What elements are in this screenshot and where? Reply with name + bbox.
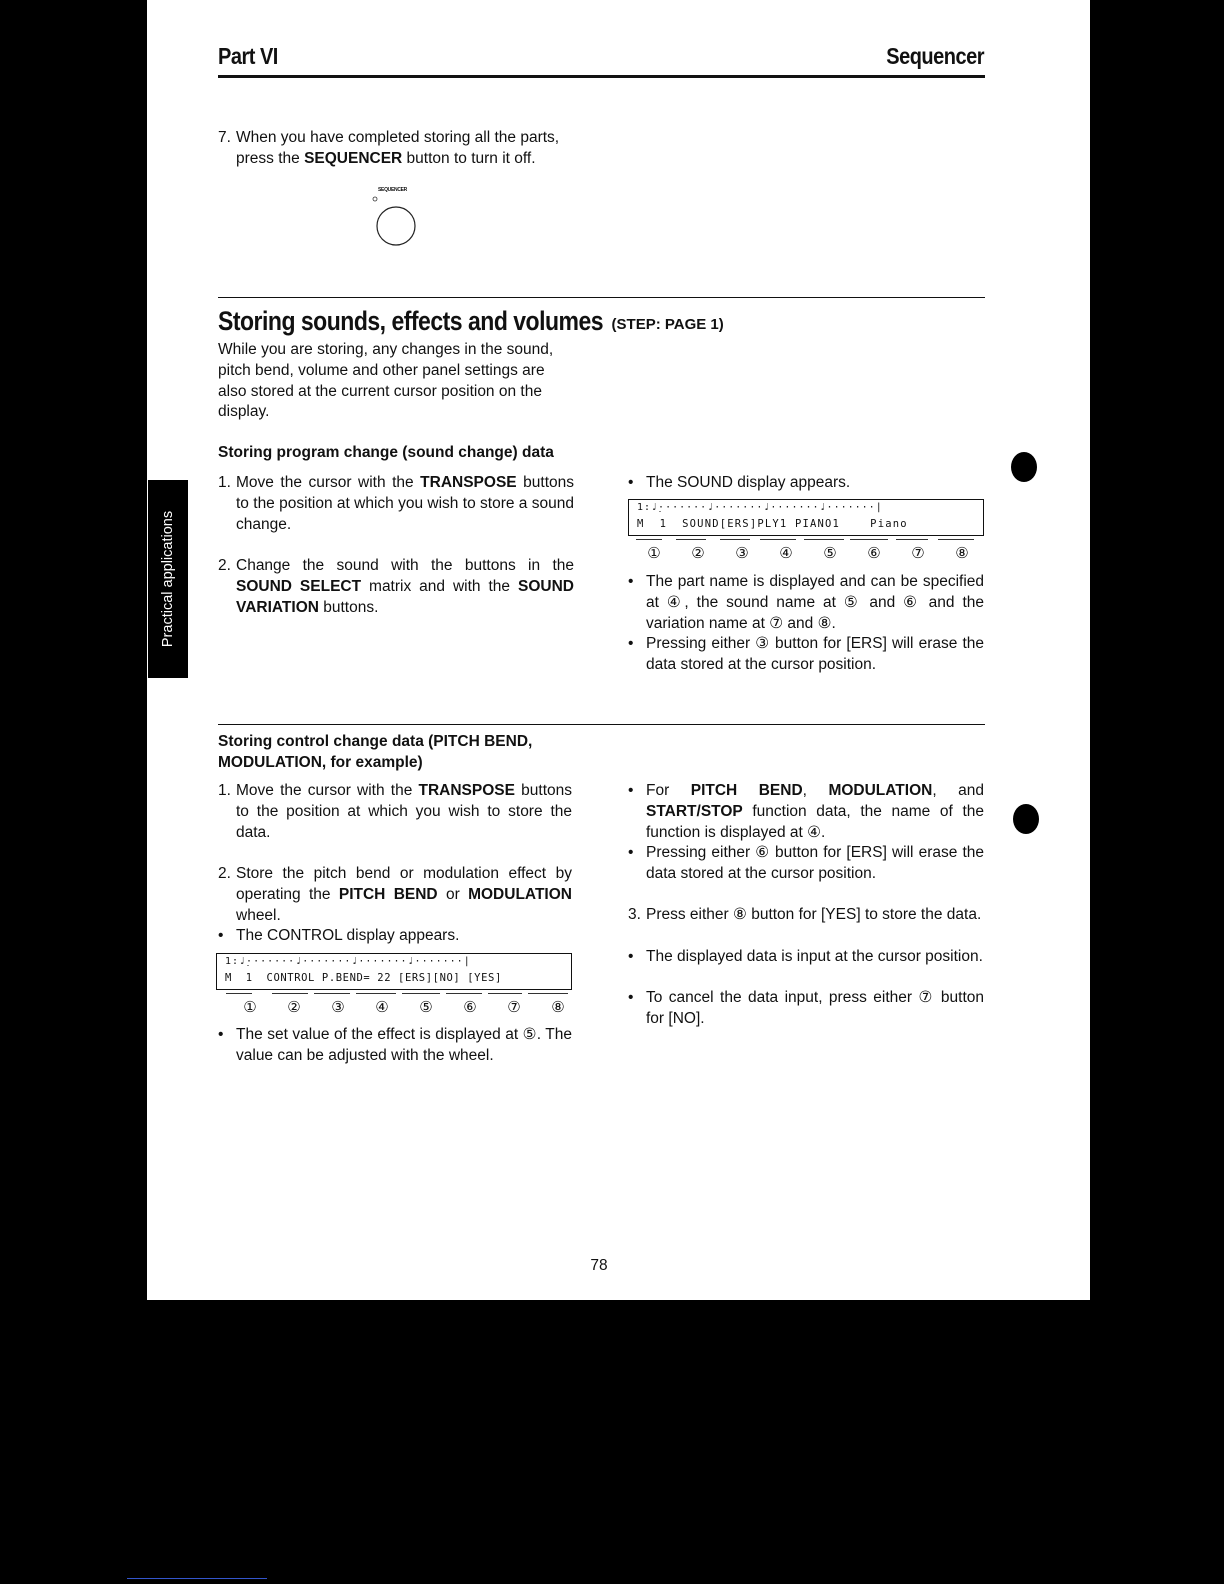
control-right-bullet-3: • The displayed data is input at the cursor position. xyxy=(628,948,983,965)
marker-5: ⑤ xyxy=(419,999,433,1016)
control-bullet-display: • The CONTROL display appears. xyxy=(218,927,460,944)
control-right-bullet-4: • To cancel the data input, press either ⑦ button for [NO]. xyxy=(628,989,984,1027)
control-step-2: 2. Store the pitch bend or modulation effect by operating the PITCH BEND or MODULATION wheel. xyxy=(218,865,572,924)
marker-6: ⑥ xyxy=(463,999,477,1016)
marker-7: ⑦ xyxy=(911,545,925,562)
step-7: 7. When you have completed storing all the parts, press the SEQUENCER button to turn it off. xyxy=(218,129,560,167)
control-rule xyxy=(218,724,985,725)
marker-3: ③ xyxy=(331,999,345,1016)
marker-1: ① xyxy=(243,999,257,1016)
page-number: 78 xyxy=(590,1257,608,1274)
program-bullet-3: • Pressing either ③ button for [ERS] will erase the data stored at the cursor position. xyxy=(628,635,984,673)
header-rule xyxy=(218,75,985,78)
control-step-3: 3. Press either ⑧ button for [YES] to store the data. xyxy=(628,906,982,923)
side-tab: Practical applications xyxy=(148,480,188,678)
marker-1: ① xyxy=(647,545,661,562)
control-lcd-display: 1:♩̣·······♩·······♩·······♩·······| M 1 CONTROL P.BEND= 22 [ERS][NO] [YES] xyxy=(216,953,572,990)
program-heading: Storing program change (sound change) data xyxy=(218,444,554,461)
margin-dot xyxy=(1011,452,1037,482)
control-right-bullet-2: • Pressing either ⑥ button for [ERS] will erase the data stored at the cursor position. xyxy=(628,844,984,882)
sequencer-button-label: SEQUENCER xyxy=(378,187,407,193)
marker-8: ⑧ xyxy=(955,545,969,562)
marker-4: ④ xyxy=(375,999,389,1016)
marker-6: ⑥ xyxy=(867,545,881,562)
link-underline xyxy=(127,1578,267,1579)
marker-8: ⑧ xyxy=(551,999,565,1016)
header-part: Part VI xyxy=(218,44,278,70)
control-bullet-value: • The set value of the effect is displayed at ⑤. The value can be adjusted with the wheel. xyxy=(218,1026,572,1064)
control-lcd-underlines xyxy=(216,993,572,995)
section-rule xyxy=(218,297,985,298)
program-bullet-2: • The part name is displayed and can be specified at ④, the sound name at ⑤ and ⑥ and the variation name at ⑦ and ⑧. xyxy=(628,573,984,632)
sound-lcd-markers xyxy=(632,544,984,562)
sound-lcd-underlines xyxy=(628,539,984,541)
control-heading: Storing control change data (PITCH BEND, MODULATION, for example) xyxy=(218,733,533,771)
control-step-1: 1. Move the cursor with the TRANSPOSE buttons to the position at which you wish to store the data. xyxy=(218,782,572,841)
program-bullet-display: • The SOUND display appears. xyxy=(628,474,851,491)
marker-5: ⑤ xyxy=(823,545,837,562)
marker-3: ③ xyxy=(735,545,749,562)
margin-dot xyxy=(1013,804,1039,834)
program-step-2: 2. Change the sound with the buttons in the SOUND SELECT matrix and with the SOUND VARIATION buttons. xyxy=(218,557,574,616)
marker-7: ⑦ xyxy=(507,999,521,1016)
marker-2: ② xyxy=(287,999,301,1016)
section-title: Storing sounds, effects and volumes (STEP: PAGE 1) xyxy=(218,305,724,336)
sound-lcd-display: 1:♩̣·······♩·······♩·······♩·······| M 1 SOUND[ERS]PLY1 PIANO1 Piano xyxy=(628,499,984,536)
sequencer-button[interactable] xyxy=(370,192,420,248)
section-intro: While you are storing, any changes in the sound, pitch bend, volume and other panel settings are also stored at the current cursor position on the display. xyxy=(218,341,554,421)
control-right-bullet-1: • For PITCH BEND, MODULATION, and START/STOP function data, the name of the function is displayed at ④. xyxy=(628,782,984,841)
marker-4: ④ xyxy=(779,545,793,562)
marker-2: ② xyxy=(691,545,705,562)
control-lcd-markers xyxy=(228,998,580,1016)
program-step-1: 1. Move the cursor with the TRANSPOSE buttons to the position at which you wish to store a sound change. xyxy=(218,474,574,533)
header-section: Sequencer xyxy=(886,44,984,70)
